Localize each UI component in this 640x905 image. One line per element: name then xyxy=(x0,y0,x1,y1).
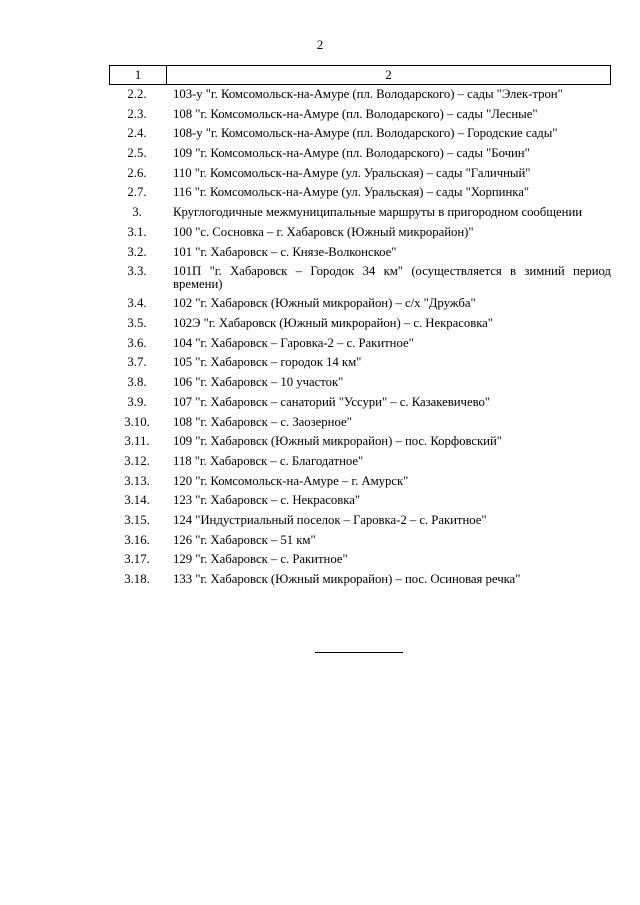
row-number: 3.7. xyxy=(127,355,147,370)
row-number: 3.4. xyxy=(127,296,147,311)
table-row xyxy=(109,206,611,219)
route-description: 129 "г. Хабаровск – с. Ракитное" xyxy=(173,552,348,567)
row-number: 3.6. xyxy=(127,335,147,350)
row-number: 3.2. xyxy=(127,244,147,259)
route-description: 102 "г. Хабаровск (Южный микрорайон) – с/х "Дружба" xyxy=(173,296,476,311)
row-number: 3.12. xyxy=(124,453,150,468)
table-row xyxy=(109,167,611,180)
row-number: 2.5. xyxy=(127,146,147,161)
routes-list xyxy=(109,88,611,593)
table-row xyxy=(109,356,611,369)
row-number: 3.1. xyxy=(127,224,147,239)
route-description: 126 "г. Хабаровск – 51 км" xyxy=(173,532,316,547)
row-number: 3.10. xyxy=(124,414,150,429)
row-number: 2.3. xyxy=(127,106,147,121)
table-row xyxy=(109,226,611,239)
table-row xyxy=(109,186,611,199)
row-number: 3.18. xyxy=(124,572,150,586)
table-row xyxy=(109,435,611,448)
route-description: 103-у "г. Комсомольск-на-Амуре (пл. Володарского) – сады "Элек-трон" xyxy=(173,87,563,101)
table-header xyxy=(109,65,611,85)
header-column-route: 2 xyxy=(385,67,392,82)
table-row xyxy=(109,88,611,101)
row-number: 3.8. xyxy=(127,375,147,390)
page-number: 2 xyxy=(316,37,324,52)
table-row xyxy=(109,317,611,330)
route-description: 100 "с. Сосновка – г. Хабаровск (Южный микрорайон)" xyxy=(173,224,474,239)
row-number: 3.15. xyxy=(124,512,150,527)
row-number: 3.11. xyxy=(124,434,150,449)
route-description: 120 "г. Комсомольск-на-Амуре – г. Амурск" xyxy=(173,473,409,488)
table-row xyxy=(109,573,611,586)
table-row xyxy=(109,534,611,547)
route-description: 109 "г. Комсомольск-на-Амуре (пл. Володарского) – сады "Бочин" xyxy=(173,146,530,161)
row-number: 2.6. xyxy=(127,165,147,180)
route-description: 102Э "г. Хабаровск (Южный микрорайон) – с. Некрасовка" xyxy=(173,316,493,331)
route-description: 101П "г. Хабаровск – Городок 34 км" (осуществляется в зимний период времени) xyxy=(173,264,611,291)
table-row xyxy=(109,376,611,389)
row-number: 3.9. xyxy=(127,394,147,409)
table-row xyxy=(109,297,611,310)
route-description: 110 "г. Комсомольск-на-Амуре (ул. Уральская) – сады "Галичный" xyxy=(173,165,531,180)
table-row xyxy=(109,337,611,350)
header-column-number: 1 xyxy=(110,66,167,84)
route-description: 108 "г. Хабаровск – с. Заозерное" xyxy=(173,414,352,429)
row-number: 3.5. xyxy=(127,316,147,331)
route-description: 133 "г. Хабаровск (Южный микрорайон) – пос. Осиновая речка" xyxy=(173,572,521,586)
table-row xyxy=(109,396,611,409)
row-number: 3.17. xyxy=(124,552,150,567)
route-description: 124 "Индустриальный поселок – Гаровка-2 – с. Ракитное" xyxy=(173,512,487,527)
table-row xyxy=(109,265,611,290)
route-description: 105 "г. Хабаровск – городок 14 км" xyxy=(173,355,362,370)
route-description: 116 "г. Комсомольск-на-Амуре (ул. Уральская) – сады "Хорпинка" xyxy=(173,185,530,200)
route-description: 101 "г. Хабаровск – с. Князе-Волконское" xyxy=(173,244,397,259)
table-row xyxy=(109,108,611,121)
row-number: 2.4. xyxy=(127,126,147,141)
table-row xyxy=(109,127,611,140)
row-number: 3.14. xyxy=(124,493,150,508)
table-row xyxy=(109,475,611,488)
table-row xyxy=(109,494,611,507)
route-description: 118 "г. Хабаровск – с. Благодатное" xyxy=(173,453,364,468)
route-description: 109 "г. Хабаровск (Южный микрорайон) – пос. Корфовский" xyxy=(173,434,502,449)
end-divider xyxy=(315,652,403,653)
route-description: 107 "г. Хабаровск – санаторий "Уссури" – с. Казакевичево" xyxy=(173,394,490,409)
route-description: 108 "г. Комсомольск-на-Амуре (пл. Володарского) – сады "Лесные" xyxy=(173,106,538,121)
table-row xyxy=(109,553,611,566)
table-row xyxy=(109,147,611,160)
row-number: 3.13. xyxy=(124,473,150,488)
table-row xyxy=(109,246,611,259)
row-number: 3.3. xyxy=(127,264,147,279)
route-description: 123 "г. Хабаровск – с. Некрасовка" xyxy=(173,493,361,508)
row-number: 2.2. xyxy=(127,87,147,101)
route-description: Круглогодичные межмуниципальные маршруты в пригородном сообщении xyxy=(173,205,583,220)
row-number: 2.7. xyxy=(127,185,147,200)
row-number: 3.16. xyxy=(124,532,150,547)
table-row xyxy=(109,416,611,429)
route-description: 108-у "г. Комсомольск-на-Амуре (пл. Володарского) – Городские сады" xyxy=(173,126,558,141)
table-row xyxy=(109,455,611,468)
route-description: 104 "г. Хабаровск – Гаровка-2 – с. Ракитное" xyxy=(173,335,414,350)
row-number: 3. xyxy=(132,205,142,220)
route-description: 106 "г. Хабаровск – 10 участок" xyxy=(173,375,344,390)
table-row xyxy=(109,514,611,527)
